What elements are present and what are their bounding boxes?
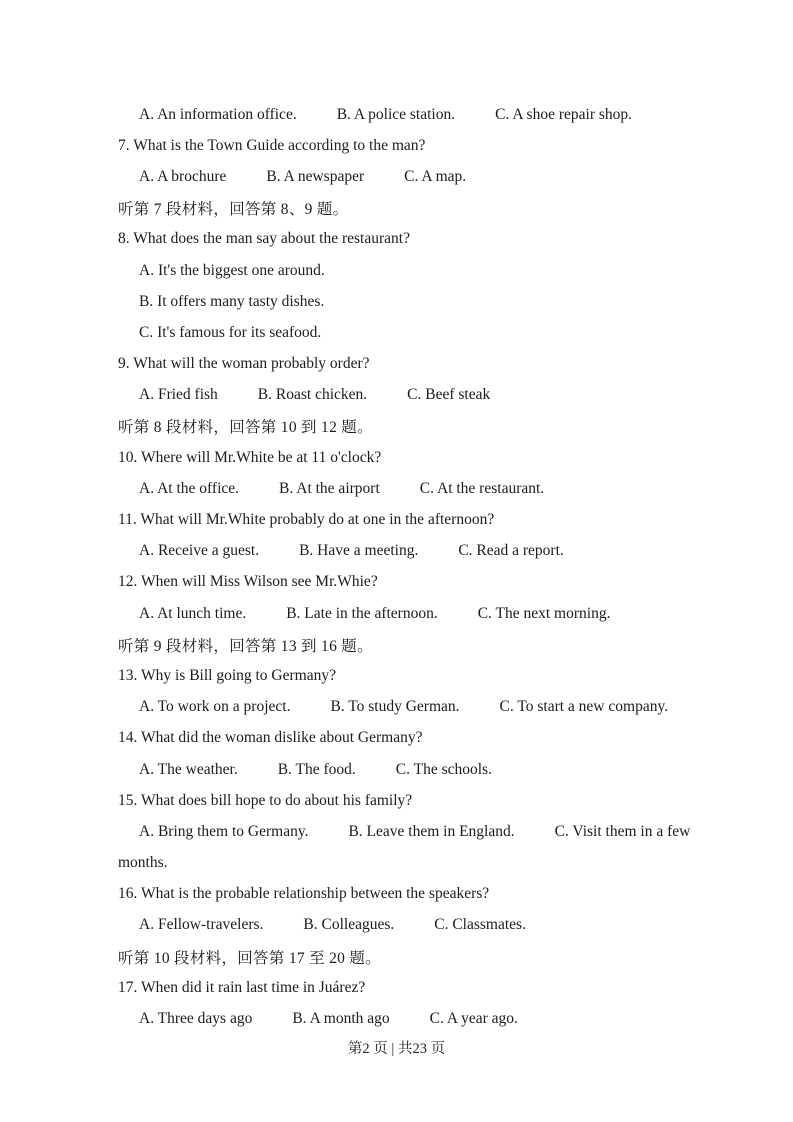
option-a: A. To work on a project. [139, 698, 291, 716]
option-c: C. Read a report. [458, 542, 564, 560]
page-footer [0, 1037, 793, 1058]
option-b: B. Have a meeting. [299, 542, 419, 560]
listening-question-list [118, 99, 763, 1035]
option-8-c: C. It's famous for its seafood. [139, 323, 322, 341]
option-8-b: B. It offers many tasty dishes. [139, 292, 325, 310]
option-b: B. Roast chicken. [257, 386, 368, 404]
option-c: C. Classmates. [434, 916, 526, 934]
option-a: A. At the office. [139, 479, 240, 497]
question-14: 14. What did the woman dislike about Germany? [118, 729, 423, 747]
option-c: C. The next morning. [477, 604, 611, 622]
options-row-q7 [118, 161, 763, 192]
options-row-q15 [118, 816, 763, 847]
section-header-dialog-10: 听第 10 段材料，回答第 17 至 20 题。 [118, 949, 381, 967]
question-7: 7. What is the Town Guide according to the man? [118, 136, 426, 154]
option-c: C. To start a new company. [499, 698, 669, 716]
option-c: C. Beef steak [407, 386, 491, 404]
section-header-dialog-7: 听第 7 段材料，回答第 8、9 题。 [118, 201, 349, 219]
question-13: 13. Why is Bill going to Germany? [118, 666, 336, 684]
question-11: 11. What will Mr.White probably do at one in the afternoon? [118, 511, 495, 529]
option-b: B. At the airport [279, 479, 380, 497]
option-c: C. A map. [404, 167, 467, 185]
options-row-q17 [118, 1003, 763, 1034]
option-b: B. A police station. [336, 105, 456, 123]
options-row-q11 [118, 536, 763, 567]
option-c: C. A year ago. [429, 1010, 518, 1028]
options-row-q16 [118, 910, 763, 941]
options-row-q9 [118, 380, 763, 411]
question-17: 17. When did it rain last time in Juárez? [118, 978, 366, 996]
options-row-q12 [118, 598, 763, 629]
question-8: 8. What does the man say about the restaurant? [118, 230, 410, 248]
question-10: 10. Where will Mr.White be at 11 o'clock? [118, 448, 382, 466]
option-a: A. At lunch time. [139, 604, 247, 622]
option-b: B. Leave them in England. [348, 822, 515, 840]
option-b: B. Colleagues. [303, 916, 395, 934]
option-b: B. A newspaper [266, 167, 365, 185]
option-b: B. The food. [277, 760, 356, 778]
option-a: A. Fried fish [139, 386, 218, 404]
option-c: C. A shoe repair shop. [495, 105, 633, 123]
option-8-a: A. It's the biggest one around. [139, 261, 325, 279]
question-15: 15. What does bill hope to do about his family? [118, 791, 413, 809]
section-header-dialog-9: 听第 9 段材料，回答第 13 到 16 题。 [118, 637, 373, 655]
option-a: A. Fellow-travelers. [139, 916, 264, 934]
option-c: C. Visit them in a few [554, 822, 691, 840]
options-row-q13 [118, 692, 763, 723]
question-16: 16. What is the probable relationship between the speakers? [118, 885, 490, 903]
option-a: A. The weather. [139, 760, 238, 778]
option-a: A. A brochure [139, 167, 227, 185]
options-row-q6 [118, 99, 763, 130]
question-12: 12. When will Miss Wilson see Mr.Whie? [118, 573, 378, 591]
option-a: A. Receive a guest. [139, 542, 260, 560]
option-a: A. Three days ago [139, 1010, 253, 1028]
question-9: 9. What will the woman probably order? [118, 355, 370, 373]
option-b: B. A month ago [292, 1010, 390, 1028]
options-row-q14 [118, 754, 763, 785]
option-c: C. The schools. [395, 760, 492, 778]
option-a: A. Bring them to Germany. [139, 822, 309, 840]
option-b: B. To study German. [330, 698, 460, 716]
option-b: B. Late in the afternoon. [286, 604, 438, 622]
section-header-dialog-8: 听第 8 段材料，回答第 10 到 12 题。 [118, 419, 373, 437]
options-row-q10 [118, 473, 763, 504]
question-15-option-c-continuation: months. [118, 854, 168, 872]
page-number-label: 第2 页 | 共23 页 [347, 1041, 446, 1057]
option-c: C. At the restaurant. [419, 479, 545, 497]
option-a: A. An information office. [139, 105, 297, 123]
